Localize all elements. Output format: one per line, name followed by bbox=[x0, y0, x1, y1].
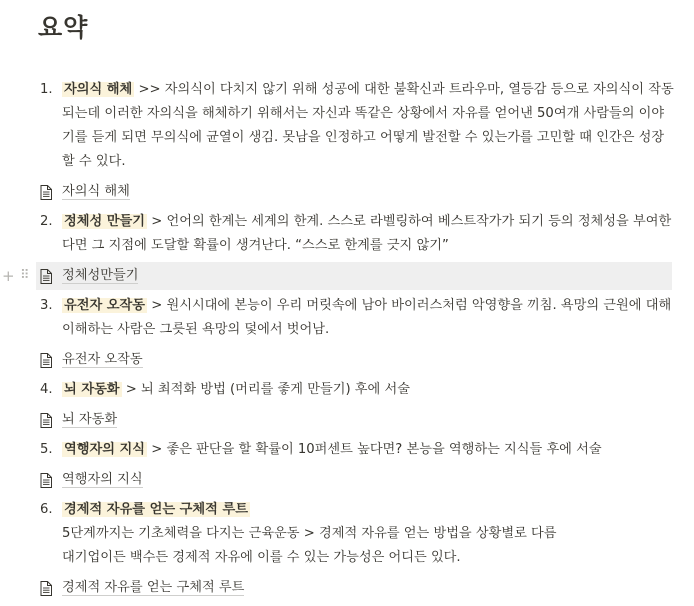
item-text: >> 자의식이 다치지 않기 위해 성공에 대한 불확신과 트라우마, 열등감 등으로 자의식이 작동되는데 이러한 자의식을 해체하기 위해서는 자신과 똑같은 상황에서 자유를 얻어낸 50여개 사람들의 이야기를 듣게 되면 무의식에 균열이 생김. 못남을 인정하고 어떻게 발전할 수 있는가를 고민할 때 인간은 성장할 수 있다. bbox=[62, 82, 674, 169]
list-number: 1. bbox=[40, 82, 53, 97]
page-link-label[interactable]: 자의식 해체 bbox=[62, 184, 130, 199]
page-link-label[interactable]: 뇌 자동화 bbox=[62, 412, 118, 427]
list-number: 2. bbox=[40, 214, 53, 229]
page-link[interactable] bbox=[0, 406, 694, 434]
list-item[interactable] bbox=[0, 294, 694, 342]
highlighted-term: 뇌 자동화 bbox=[64, 382, 120, 397]
highlighted-term: 역행자의 지식 bbox=[64, 442, 146, 457]
page-content bbox=[0, 78, 694, 606]
page-link-label[interactable]: 유전자 오작동 bbox=[62, 352, 143, 367]
page-link-hovered[interactable] bbox=[2, 262, 672, 290]
page-link-label[interactable]: 경제적 자유를 얻는 구체적 루트 bbox=[62, 580, 245, 595]
add-block-icon[interactable]: + bbox=[2, 267, 15, 285]
list-number: 3. bbox=[40, 298, 53, 313]
page-title: 요약 bbox=[38, 13, 89, 42]
list-item[interactable] bbox=[0, 498, 694, 570]
block-handle[interactable] bbox=[2, 262, 32, 290]
page-icon bbox=[40, 353, 52, 368]
item-text: > 언어의 한계는 세계의 한계. 스스로 라벨링하여 베스트작가가 되기 등의 정체성을 부여한다면 그 지점에 도달할 확률이 생겨난다. “스스로 한계를 긋지 않기” bbox=[62, 214, 672, 253]
highlighted-term: 유전자 오작동 bbox=[64, 298, 146, 313]
list-item[interactable] bbox=[0, 378, 694, 402]
list-item[interactable] bbox=[0, 210, 694, 258]
item-text-line: 5단계까지는 기초체력을 다지는 근육운동 > 경제적 자유를 얻는 방법을 상황별로 다름 bbox=[62, 526, 557, 541]
drag-handle-icon[interactable]: ⠿ bbox=[20, 268, 28, 283]
item-text: > 원시시대에 본능이 우리 머릿속에 남아 바이러스처럼 악영향을 끼침. 욕망의 근원에 대해 이해하는 사람은 그릇된 욕망의 덫에서 벗어남. bbox=[62, 298, 672, 337]
item-text: > 좋은 판단을 할 확률이 10퍼센트 높다면? 본능을 역행하는 지식들 후에 서술 bbox=[147, 442, 602, 457]
list-number: 6. bbox=[40, 502, 53, 517]
list-item[interactable] bbox=[0, 438, 694, 462]
highlighted-term: 자의식 해체 bbox=[64, 82, 133, 97]
list-number: 4. bbox=[40, 382, 53, 397]
page-link[interactable] bbox=[0, 574, 694, 602]
page-link[interactable] bbox=[0, 178, 694, 206]
item-text: > 뇌 최적화 방법 (머리를 좋게 만들기) 후에 서술 bbox=[121, 382, 410, 397]
page-icon bbox=[40, 413, 52, 428]
list-number: 5. bbox=[40, 442, 53, 457]
page-icon bbox=[40, 581, 52, 596]
page-icon bbox=[40, 185, 52, 200]
page-link[interactable] bbox=[0, 346, 694, 374]
list-item[interactable] bbox=[0, 78, 694, 174]
highlighted-term: 경제적 자유를 얻는 구체적 루트 bbox=[64, 502, 248, 517]
page-link-label[interactable]: 역행자의 지식 bbox=[62, 472, 143, 487]
page-link-label[interactable]: 정체성만들기 bbox=[62, 268, 139, 283]
page-link[interactable] bbox=[0, 466, 694, 494]
highlighted-term: 정체성 만들기 bbox=[64, 214, 146, 229]
page-icon bbox=[40, 269, 52, 284]
page-icon bbox=[40, 473, 52, 488]
item-text-line: 대기업이든 백수든 경제적 자유에 이를 수 있는 가능성은 어디든 있다. bbox=[62, 550, 461, 565]
